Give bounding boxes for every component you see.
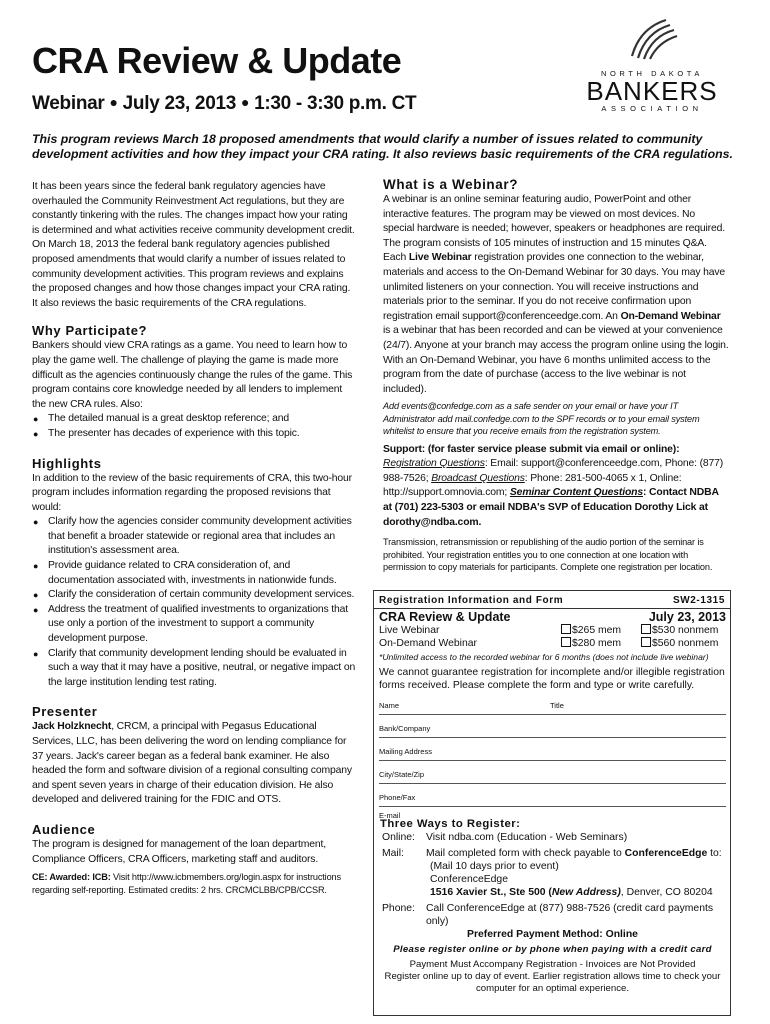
logo-bottom-text: ASSOCIATION bbox=[601, 104, 703, 113]
ondemand-label: On-Demand Webinar bbox=[379, 638, 477, 649]
live-webinar-term: Live Webinar bbox=[408, 252, 472, 264]
list-item: ● Clarify the consideration of certain community development services. bbox=[32, 588, 356, 603]
what-text-2: registration provides one connection to the webinar, materials and access to the On-Demand Webinar for 30 days. You may have unlimited listeners on your connection. You will receive instructions and materials prior to the seminar. If you do not receive confirmation upon registration email support@conferenceedge.com. An bbox=[383, 252, 726, 322]
support-paragraph bbox=[383, 443, 729, 531]
audience-paragraph: The program is designed for management of the loan department, Compliance Officers, CRA Officers, marketing staff and auditors. bbox=[32, 838, 326, 865]
registration-header bbox=[374, 594, 730, 609]
mail-name: ConferenceEdge bbox=[430, 874, 508, 885]
what-text-1: A webinar is an online seminar featuring audio, PowerPoint and other interactive features. The program may be viewed on most devices. No special hardware is needed; however, speakers or headphones are required. The program consists of 105 minutes of instruction and 15 minutes Q&A. Each bbox=[383, 194, 725, 264]
please-register: Please register online or by phone when paying with a credit card bbox=[393, 944, 712, 955]
presenter-bio: , CRCM, a principal with Pegasus Educational Services, LLC, has been delivering the word on lending compliance for 37 years. Jack's career began as a federal bank examiner. He also headed the form and software division of a regional consulting company and spent seven years in charge of their education division. He also developed and delivered training for the FDIC and OTS. bbox=[32, 721, 352, 806]
list-item: ● Provide guidance related to CRA consideration of, and documentation associated with, investments in nationwide funds. bbox=[32, 559, 356, 588]
presenter-name: Jack Holzknecht bbox=[32, 721, 112, 733]
webinar-label: Webinar bbox=[32, 93, 105, 114]
guarantee-text: We cannot guarantee registration for incomplete and/or illegible registration forms received. Please complete the form and type or write carefully. bbox=[379, 667, 725, 691]
logo-main-text: BANKERS bbox=[586, 76, 718, 106]
list-item: ● Clarify that community development lending should be evaluated in such a way that it may have a positive, neutral, or negative impact on the large institution lending test rating. bbox=[32, 647, 356, 691]
access-note: *Unlimited access to the recorded webinar for 6 months (does not include live webinar) bbox=[379, 652, 709, 662]
mail-street: 1516 Xavier St., Ste 500 ( bbox=[430, 887, 552, 898]
field-label: E-mail bbox=[379, 811, 401, 820]
online-text: Visit ndba.com (Education - Web Seminars) bbox=[426, 832, 628, 843]
highlights-heading: Highlights bbox=[32, 455, 102, 471]
new-address: New Address) bbox=[551, 887, 621, 898]
ce-label: CE: Awarded: ICB: bbox=[32, 872, 111, 883]
presenter-paragraph bbox=[32, 720, 356, 808]
registration-code: SW2-1315 bbox=[672, 595, 725, 606]
list-item: ● The detailed manual is a great desktop reference; and bbox=[32, 412, 356, 427]
course-date: July 23, 2013 bbox=[648, 610, 726, 624]
event-time: 1:30 - 3:30 p.m. CT bbox=[254, 93, 417, 114]
content-label: Seminar Content Questions bbox=[509, 487, 643, 499]
bank-field[interactable] bbox=[379, 716, 726, 738]
why-heading: Why Participate? bbox=[32, 323, 148, 339]
support-heading: Support: (for faster service please submit via email or online): bbox=[383, 443, 680, 455]
mail-cell bbox=[426, 844, 726, 899]
course-row bbox=[379, 611, 726, 624]
why-list bbox=[32, 412, 356, 441]
price-row-ondemand bbox=[379, 637, 726, 650]
checkbox[interactable] bbox=[561, 624, 571, 634]
live-nonmem-option[interactable] bbox=[641, 624, 718, 637]
field-label: Title bbox=[550, 701, 564, 710]
mail-text: Mail completed form with check payable to bbox=[426, 848, 625, 859]
ways-heading: Three Ways to Register: bbox=[380, 818, 521, 830]
audience-heading: Audience bbox=[32, 821, 96, 837]
city-field[interactable] bbox=[379, 762, 726, 784]
field-label: Name bbox=[379, 701, 400, 710]
early-note: Register online up to day of event. Earlier registration allows time to check your computer for an optimal experience. bbox=[384, 971, 721, 994]
left-column bbox=[32, 180, 356, 896]
what-text-3: is a webinar that has been recorded and can be viewed at your convenience (24/7). Anyone at your branch may access the program online using the login. With an On-Demand Webinar, you have 6 months unlimited access to the program from the date of purchase (access to the live webinar is not included). bbox=[383, 325, 729, 395]
event-subtitle bbox=[32, 93, 416, 115]
broadcast-label: Broadcast Questions bbox=[431, 472, 525, 484]
preferred-method: Preferred Payment Method: Online bbox=[467, 929, 638, 940]
live-mem-option[interactable] bbox=[561, 624, 641, 637]
overview-paragraph: It has been years since the federal bank regulatory agencies have overhauled the Community Reinvestment Act regulations, but they are constantly tinkering with the rules. The changes impact how your rating is determined and what activities receive community development credit. On March 18, 2013 the federal bank regulatory agencies published proposed amendments that would clarify a number of issues related to community development activities. This program reviews and explains the proposed changes and how those changes impact your CRA rating. It also reviews the basic requirements of the CRA regulations. bbox=[32, 181, 355, 309]
field-label: Phone/Fax bbox=[379, 793, 416, 802]
checkbox[interactable] bbox=[561, 637, 571, 647]
name-field[interactable] bbox=[379, 693, 550, 715]
logo-top-text: NORTH DAKOTA bbox=[600, 69, 704, 78]
highlights-paragraph: In addition to the review of the basic requirements of CRA, this two-hour program includes information regarding the proposed revisions that would: bbox=[32, 472, 352, 513]
event-date: July 23, 2013 bbox=[122, 93, 236, 114]
name-title-row bbox=[379, 692, 726, 715]
phone-text: Call ConferenceEdge at (877) 988-7526 (credit card payments only) bbox=[426, 903, 714, 927]
ce-paragraph bbox=[32, 871, 356, 896]
reg-questions-label: Registration Questions bbox=[383, 458, 485, 470]
payee: ConferenceEdge bbox=[624, 848, 708, 859]
live-label: Live Webinar bbox=[379, 625, 440, 636]
logo-mark-icon bbox=[622, 16, 682, 64]
why-paragraph: Bankers should view CRA ratings as a game. You need to learn how to play the game well. The challenge of playing the game is made more difficult as the agencies continuously change the rules of the game. This program contains core knowledge needed by all lenders to implement the new CRA rules. Also: bbox=[32, 340, 353, 410]
list-item: ● The presenter has decades of experience with this topic. bbox=[32, 427, 356, 442]
price-text: $530 nonmem bbox=[652, 625, 719, 636]
price-row-live bbox=[379, 624, 726, 637]
transmission-note: Transmission, retransmission or republishing of the audio portion of the seminar is prohibited. Your registration entitles you to one connection at one location with permission to copy materials for participants. Complete one registration per location. bbox=[383, 537, 713, 572]
registration-form bbox=[373, 590, 731, 1016]
mail-label: Mail: bbox=[382, 848, 404, 859]
list-item: ● Clarify how the agencies consider community development activities that benefit a broader statewide or regional area that includes an institution's assessment area. bbox=[32, 515, 356, 559]
mail-note: (Mail 10 days prior to event) bbox=[430, 861, 559, 872]
presenter-heading: Presenter bbox=[32, 704, 98, 720]
highlights-list bbox=[32, 515, 356, 690]
checkbox[interactable] bbox=[641, 624, 651, 634]
bullet-separator: ● bbox=[109, 94, 118, 110]
payment-note: Payment Must Accompany Registration - Invoices are Not Provided bbox=[409, 959, 696, 970]
mail-text-2: to: bbox=[707, 848, 722, 859]
reg-questions-text: : Email: support@conferenceedge.com, Phone: (877) 988-7526; bbox=[383, 458, 724, 484]
field-label: Bank/Company bbox=[379, 724, 431, 733]
email-field[interactable] bbox=[379, 808, 726, 818]
right-column bbox=[383, 177, 729, 573]
list-item: ● Address the treatment of qualified investments to organizations that use only a portion of the investment to support a community development purpose. bbox=[32, 603, 356, 647]
phone-field[interactable] bbox=[379, 785, 726, 807]
od-nonmem-option[interactable] bbox=[641, 637, 718, 650]
what-heading: What is a Webinar? bbox=[383, 177, 519, 192]
registration-heading: Registration Information and Form bbox=[379, 595, 564, 606]
online-label: Online: bbox=[382, 832, 415, 843]
price-text: $560 nonmem bbox=[652, 638, 719, 649]
ce-text: Visit http://www.icbmembers.org/login.aspx for instructions regarding self-reporting. Estimated credits: 2 hrs. CRCMCLBB/CPB/CCSR. bbox=[32, 872, 341, 895]
safe-sender-note: Add events@confedge.com as a safe sender on your email or have your IT Administrator add mail.confedge.com to the SPF records or to your email system whitelist to ensure that you receive emails from the registration system. bbox=[383, 401, 700, 437]
bullet-separator: ● bbox=[240, 94, 250, 110]
price-text: $280 mem bbox=[572, 638, 622, 649]
intro-text: This program reviews March 18 proposed amendments that would clarify a number of issues related to community development activities and how they impact your CRA rating. It also reviews basic requirements of the CRA regulations. bbox=[32, 132, 733, 161]
checkbox[interactable] bbox=[641, 637, 651, 647]
field-label: Mailing Address bbox=[379, 747, 432, 756]
broadcast-text: : Phone: 281-500-4065 x 1, Online: http://support.omnovia.com; bbox=[383, 472, 682, 499]
ways-table bbox=[382, 831, 726, 928]
title-field[interactable] bbox=[550, 693, 726, 715]
ndba-logo bbox=[572, 16, 732, 126]
phone-label: Phone: bbox=[382, 903, 415, 914]
mail-city: , Denver, CO 80204 bbox=[620, 887, 713, 898]
course-name: CRA Review & Update bbox=[379, 610, 511, 624]
mailing-field[interactable] bbox=[379, 739, 726, 761]
ondemand-term: On-Demand Webinar bbox=[620, 310, 721, 322]
page-title: CRA Review & Update bbox=[32, 40, 402, 81]
od-mem-option[interactable] bbox=[561, 637, 641, 650]
price-text: $265 mem bbox=[572, 625, 622, 636]
field-label: City/State/Zip bbox=[379, 770, 425, 779]
what-paragraph bbox=[383, 193, 729, 397]
content-text: : Contact NDBA at (701) 223-5303 or email NDBA's SVP of Education Dorothy Lick at dorothy@ndba.com. bbox=[383, 487, 719, 528]
